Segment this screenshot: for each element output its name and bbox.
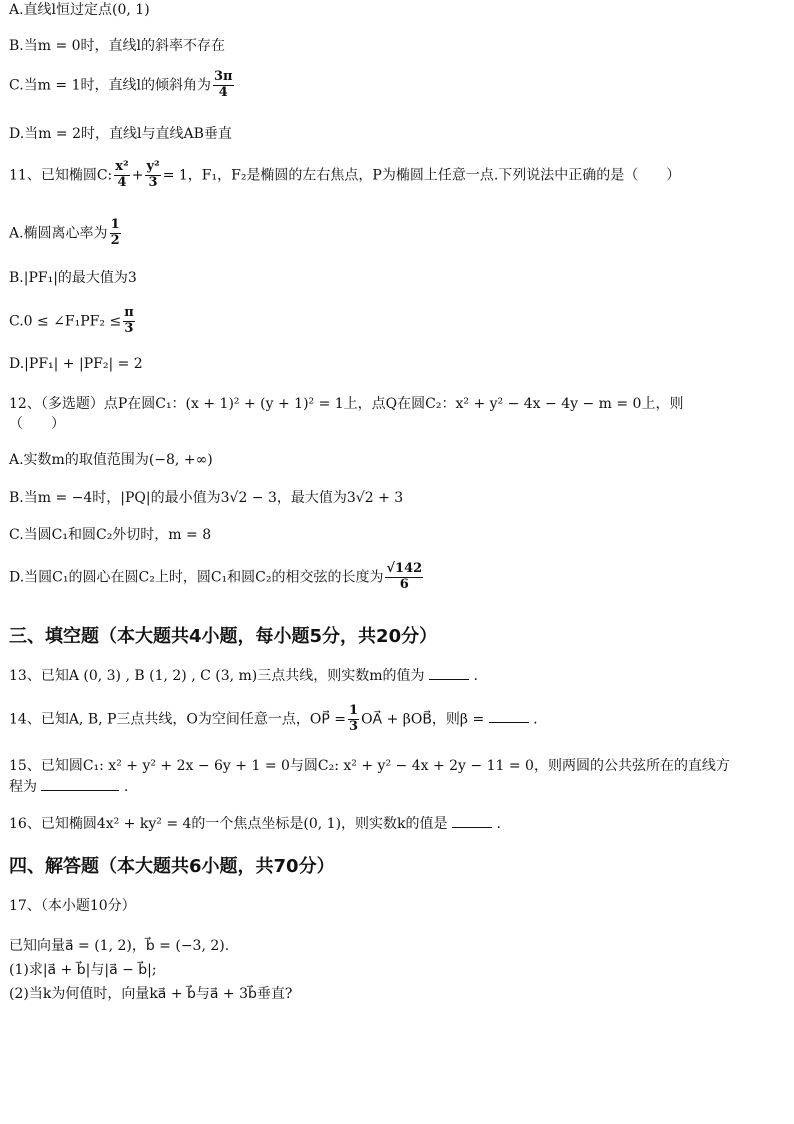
q12-option-d-text: D.当圆C₁的圆心在圆C₂上时，圆C₁和圆C₂的相交弦的长度为 bbox=[9, 569, 384, 586]
q12-option-d bbox=[9, 562, 425, 593]
q11-option-a-text: A.椭圆离心率为 bbox=[9, 225, 108, 242]
q11-stem bbox=[9, 160, 680, 191]
q12-stem-line1: 12、（多选题）点P在圆C₁：(x + 1)² + (y + 1)² = 1上，点Q在圆C₂：x² + y² − 4x − 4y − m = 0上，则 bbox=[9, 396, 684, 412]
q17-given: 已知向量a⃗ = (1, 2)，b⃗ = (−3, 2). bbox=[9, 938, 230, 954]
q11-f1-den: 4 bbox=[117, 174, 127, 190]
q11-option-c-fraction bbox=[123, 306, 135, 337]
q11-fraction-1 bbox=[114, 160, 129, 191]
q16 bbox=[9, 815, 501, 834]
q17-part-2: (2)当k为何值时，向量ka⃗ + b⃗与a⃗ + 3b⃗垂直? bbox=[9, 986, 293, 1002]
q15-end: . bbox=[123, 779, 129, 795]
q11-option-d: D.|PF₁| + |PF₂| = 2 bbox=[9, 356, 143, 372]
q15-answer-blank[interactable] bbox=[41, 778, 119, 791]
q10-option-c-fraction bbox=[213, 70, 234, 101]
q14 bbox=[9, 704, 538, 735]
q11-option-a bbox=[9, 218, 123, 249]
q14-den: 3 bbox=[349, 718, 359, 734]
q11-a-den: 2 bbox=[110, 232, 120, 248]
q13-end: . bbox=[473, 668, 478, 684]
q17-part-1: (1)求|a⃗ + b⃗|与|a⃗ − b⃗|; bbox=[9, 962, 157, 978]
q13 bbox=[9, 667, 478, 686]
q11-a-num: 1 bbox=[110, 217, 120, 232]
q11-f1-num: x² bbox=[115, 159, 129, 174]
q10-c-numerator: 3π bbox=[213, 69, 233, 84]
q12-option-c: C.当圆C₁和圆C₂外切时，m = 8 bbox=[9, 527, 212, 543]
q14-answer-blank[interactable] bbox=[489, 710, 529, 723]
q11-f2-num: y² bbox=[146, 159, 160, 174]
q10-option-b: B.当m = 0时，直线l的斜率不存在 bbox=[9, 38, 226, 54]
q11-option-c-text: C.0 ≤ ∠F₁PF₂ ≤ bbox=[9, 313, 122, 330]
q13-text: 13、已知A (0, 3) , B (1, 2) , C (3, m)三点共线，则实数m的值为 bbox=[9, 668, 425, 684]
q12-option-d-fraction bbox=[385, 562, 423, 593]
section-4-heading: 四、解答题（本大题共6小题，共70分） bbox=[9, 856, 335, 877]
q17-heading: 17、（本小题10分） bbox=[9, 898, 136, 914]
q11-option-c bbox=[9, 306, 137, 337]
q12-stem-line2: （ ） bbox=[9, 416, 65, 432]
q11-plus: + bbox=[131, 167, 144, 184]
q11-c-den: 3 bbox=[124, 320, 134, 336]
q14-end: . bbox=[533, 711, 538, 728]
q14-fraction bbox=[348, 704, 359, 735]
q11-fraction-2 bbox=[145, 160, 160, 191]
q12-d-num: √142 bbox=[386, 561, 423, 576]
q15-line2-text: 程为 bbox=[9, 779, 37, 795]
section-3-heading: 三、填空题（本大题共4小题，每小题5分，共20分） bbox=[9, 626, 438, 647]
q12-option-a: A.实数m的取值范围为(−8, +∞) bbox=[9, 452, 213, 468]
q11-option-b: B.|PF₁|的最大值为3 bbox=[9, 270, 137, 286]
q13-answer-blank[interactable] bbox=[429, 667, 469, 680]
q16-answer-blank[interactable] bbox=[452, 815, 492, 828]
q14-after: OA⃗ + βOB⃗，则β = bbox=[361, 711, 485, 728]
q14-num: 1 bbox=[349, 703, 359, 718]
q16-text: 16、已知椭圆4x² + ky² = 4的一个焦点坐标是(0, 1)，则实数k的值是 bbox=[9, 816, 448, 832]
q14-text: 14、已知A, B, P三点共线，O为空间任意一点，OP⃗ = bbox=[9, 711, 347, 728]
q10-c-denominator: 4 bbox=[218, 84, 228, 100]
q15-line1: 15、已知圆C₁: x² + y² + 2x − 6y + 1 = 0与圆C₂: x² + y² − 4x + 2y − 11 = 0，则两圆的公共弦所在的直线方 bbox=[9, 758, 730, 774]
q15-line2 bbox=[9, 778, 128, 797]
q11-f2-den: 3 bbox=[148, 174, 158, 190]
q11-prefix: 11、已知椭圆C: bbox=[9, 167, 113, 184]
q11-option-a-fraction bbox=[110, 218, 121, 249]
q10-option-a: A.直线l恒过定点(0, 1) bbox=[9, 2, 150, 18]
q10-option-c-text: C.当m = 1时，直线l的倾斜角为 bbox=[9, 77, 211, 94]
q11-suffix: = 1，F₁，F₂是椭圆的左右焦点，P为椭圆上任意一点.下列说法中正确的是（ ） bbox=[162, 167, 681, 184]
q10-option-c bbox=[9, 70, 236, 101]
q12-option-b: B.当m = −4时，|PQ|的最小值为3√2 − 3，最大值为3√2 + 3 bbox=[9, 490, 404, 506]
q12-d-den: 6 bbox=[399, 576, 409, 592]
q11-c-num: π bbox=[124, 305, 134, 320]
q16-end: . bbox=[496, 816, 501, 832]
q10-option-d: D.当m = 2时，直线l与直线AB垂直 bbox=[9, 126, 232, 142]
